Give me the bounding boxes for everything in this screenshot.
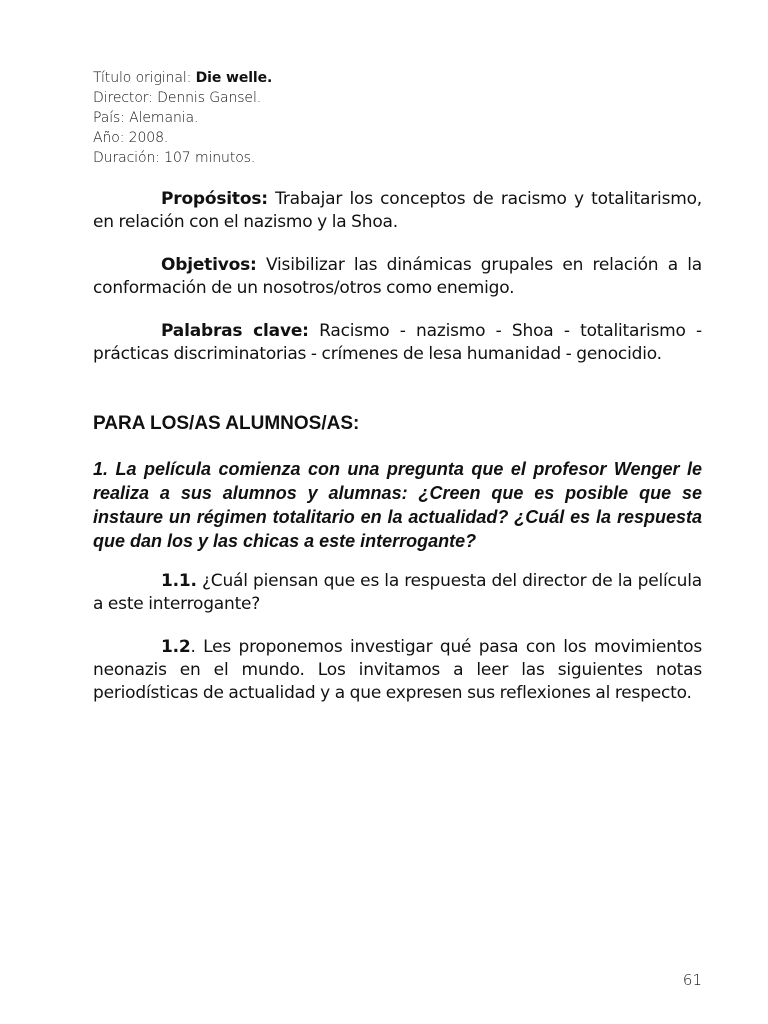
question-1-1-text: ¿Cuál piensan que es la respuesta del director de la película a este interrogante? — [93, 571, 702, 614]
film-title-label: Título original: — [93, 70, 192, 86]
film-duration: Duración: 107 minutos. — [93, 150, 256, 166]
film-country: País: Alemania. — [93, 110, 199, 126]
purposes-paragraph — [93, 188, 702, 234]
keywords-text: Racismo - nazismo - Shoa - totalitarismo - prácticas discriminatorias - crímenes de lesa humanidad - genocidio. — [93, 321, 702, 364]
film-title-value: Die welle. — [195, 70, 273, 86]
keywords-paragraph — [93, 320, 702, 366]
purposes-text: Trabajar los conceptos de racismo y totalitarismo, en relación con el nazismo y la Shoa. — [93, 189, 702, 232]
film-year: Año: 2008. — [93, 130, 169, 146]
question-1-2-label: 1.2 — [161, 637, 191, 657]
question-1-2-text: . Les proponemos investigar qué pasa con los movimientos neonazis en el mundo. Los invitamos a leer las siguientes notas periodísticas de actualidad y a que expresen sus reflexiones al respecto. — [93, 637, 702, 703]
question-1-2-paragraph — [93, 636, 702, 705]
film-director: Director: Dennis Gansel. — [93, 90, 262, 106]
keywords-label: Palabras clave: — [161, 321, 309, 341]
purposes-label: Propósitos: — [161, 189, 268, 209]
film-title-line — [93, 68, 702, 88]
objectives-label: Objetivos: — [161, 255, 257, 275]
question-1-1-paragraph — [93, 570, 702, 616]
question-1: 1. La película comienza con una pregunta que el profesor Wenger le realiza a sus alumnos y alumnas: ¿Creen que es posible que se instaure un régimen totalitario en la actualidad? ¿Cuál es la respuesta que dan los y las chicas a este interrogante? — [93, 459, 702, 551]
question-1-1-label: 1.1. — [161, 571, 197, 591]
section-heading: PARA LOS/AS ALUMNOS/AS: — [93, 413, 360, 434]
document-page — [93, 68, 702, 705]
page-number: 61 — [682, 971, 702, 989]
film-info-block — [93, 68, 702, 168]
objectives-text: Visibilizar las dinámicas grupales en relación a la conformación de un nosotros/otros como enemigo. — [93, 255, 702, 298]
objectives-paragraph — [93, 254, 702, 300]
